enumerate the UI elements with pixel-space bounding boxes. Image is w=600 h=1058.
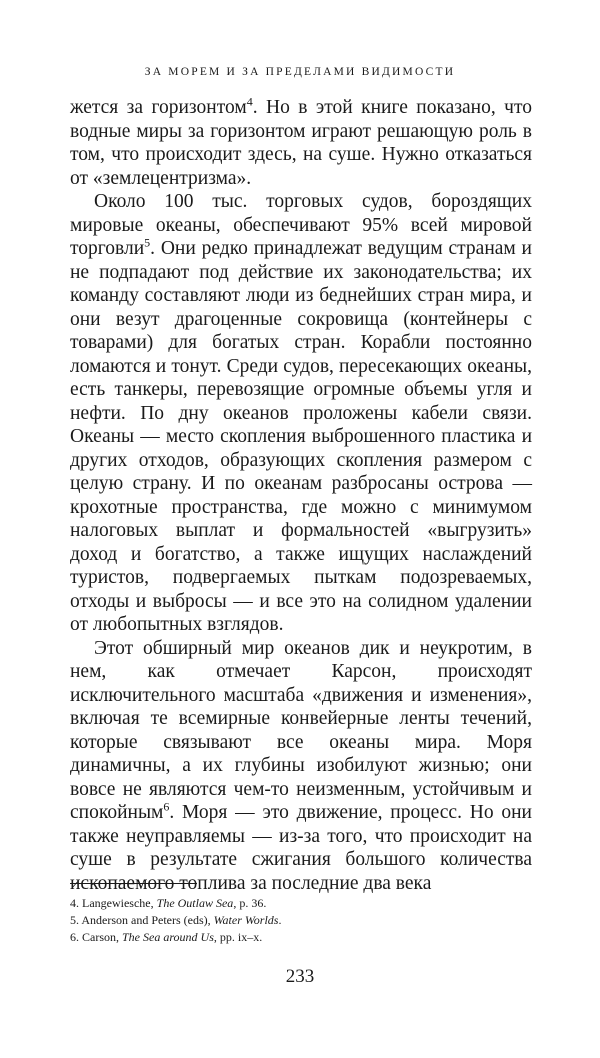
footnote-4 — [70, 895, 532, 912]
footnote-rest: , pp. ix–x. — [213, 930, 263, 944]
footnote-number: 5. — [70, 913, 79, 927]
footnote-rest: . — [278, 913, 282, 927]
footnote-5 — [70, 912, 532, 929]
footnote-number: 4. — [70, 896, 79, 910]
footnote-author: Anderson and Peters (eds), — [81, 913, 211, 927]
footnote-title: Water Worlds — [213, 913, 279, 927]
paragraph-1-text-b: . Но в этой книге показано, что водные миры за горизонтом играют решающую роль в том, что происходит здесь, на суше. Нужно отказаться от «землецентризма». — [70, 97, 532, 189]
main-text — [70, 96, 532, 895]
footnote-6 — [70, 929, 532, 946]
running-header: ЗА МОРЕМ И ЗА ПРЕДЕЛАМИ ВИДИМОСТИ — [144, 66, 456, 78]
footnote-title: The Outlaw Sea — [156, 896, 234, 910]
paragraph-2-text-a: Около 100 тыс. торговых судов, бороздящих мировые океаны, обеспечивают 95% всей мировой торговли — [70, 191, 532, 259]
footnotes — [70, 895, 532, 946]
paragraph-3-text-a: Этот обширный мир океанов дик и неукротим, в нем, как отмечает Карсон, происходят исключительного масштаба «движения и изменения», включая те всемирные конвейерные ленты течений, которые связывают все океаны мира. Моря динамичны, а их глубины изобилуют жизнью; они вовсе не являются чем-то неизменным, устойчивым и спокойным — [70, 637, 532, 823]
footnote-ref-5: 5 — [144, 235, 151, 250]
paragraph-1-text-a: жется за горизонтом — [70, 97, 247, 118]
footnote-divider — [70, 883, 197, 884]
footnote-author: Langewiesche, — [82, 896, 154, 910]
footnote-rest: , p. 36. — [233, 896, 267, 910]
paragraph-3 — [70, 637, 532, 896]
paragraph-3-text-b: . Моря — это движение, процесс. Но они также неуправляемы — из-за того, что происходит на суше в результате сжигания большого количества ископаемого топлива за последние два века — [70, 802, 532, 894]
footnote-number: 6. — [70, 930, 79, 944]
footnote-ref-4: 4 — [246, 94, 253, 109]
paragraph-1 — [70, 96, 532, 190]
footnote-ref-6: 6 — [163, 799, 170, 814]
page-number: 233 — [285, 966, 315, 987]
footnote-title: The Sea around Us — [122, 930, 214, 944]
paragraph-2 — [70, 190, 532, 637]
footnote-author: Carson, — [82, 930, 119, 944]
paragraph-2-text-b: . Они редко принадлежат ведущим странам и не подпадают под действие их законодательства; их команду составляют люди из беднейших стран мира, и они везут драгоценные сокровища (контейнеры с товарами) для богатых стран. Корабли постоянно ломаются и тонут. Среди судов, пересекающих океаны, есть танкеры, перевозящие огромные объемы угля и нефти. По дну океанов проложены кабели связи. Океаны — место скопления выброшенного пластика и других отходов, образующих скопления размером с целую страну. И по океанам разбросаны острова — крохотные пространства, где можно с минимумом налоговых выплат и формальностей «выгрузить» доход и богатство, а также ищущих наслаждений туристов, подвергаемых пыткам подозреваемых, отходы и выбросы — и все это на солидном удалении от любопытных взглядов. — [70, 238, 532, 635]
